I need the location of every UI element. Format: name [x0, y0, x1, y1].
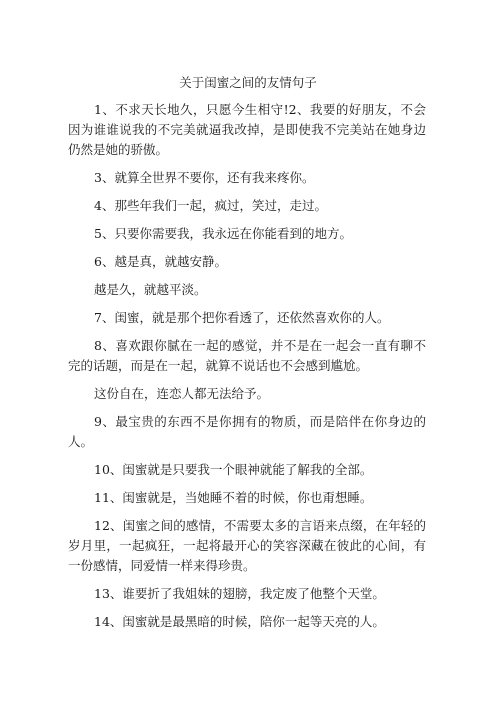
paragraph: 4、那些年我们一起，疯过，笑过，走过。: [94, 198, 327, 213]
paragraph: 6、越是真，就越安静。: [94, 254, 227, 269]
paragraph: 1、不求天长地久，只愿今生相守!2、我要的好朋友，不会因为谁谁说我的不完美就逼我改掉，是即使我不完美站在她身边仍然是她的骄傲。: [68, 102, 426, 157]
paragraph: 12、闺蜜之间的感情，不需要太多的言语来点缀，在年轻的岁月里，一起疯狂，一起将最开心的笑容深藏在彼此的心间，有一份感情，同爱情一样来得珍贵。: [68, 518, 426, 573]
paragraph: 10、闺蜜就是只要我一个眼神就能了解我的全部。: [94, 462, 373, 477]
paragraph: 13、谁要折了我姐妹的翅膀，我定废了他整个天堂。: [94, 586, 385, 601]
document-body: [68, 100, 426, 640]
paragraph: 越是久，就越平淡。: [94, 282, 207, 297]
paragraph: 11、闺蜜就是，当她睡不着的时候，你也甭想睡。: [94, 490, 373, 505]
paragraph: 9、最宝贵的东西不是你拥有的物质，而是陪伴在你身边的人。: [68, 414, 426, 449]
paragraph: 这份自在，连恋人都无法给予。: [94, 386, 270, 401]
paragraph: 8、喜欢跟你腻在一起的感觉，并不是在一起会一直有聊不完的话题，而是在一起，就算不说话也不会感到尴尬。: [68, 338, 426, 373]
document-title: 关于闺蜜之间的友情句子: [179, 75, 317, 90]
paragraph: 3、就算全世界不要你，还有我来疼你。: [94, 170, 315, 185]
paragraph: 7、闺蜜，就是那个把你看透了，还依然喜欢你的人。: [94, 310, 390, 325]
paragraph: 5、只要你需要我，我永远在你能看到的地方。: [94, 226, 352, 241]
paragraph: 14、闺蜜就是最黑暗的时候，陪你一起等天亮的人。: [94, 614, 385, 629]
